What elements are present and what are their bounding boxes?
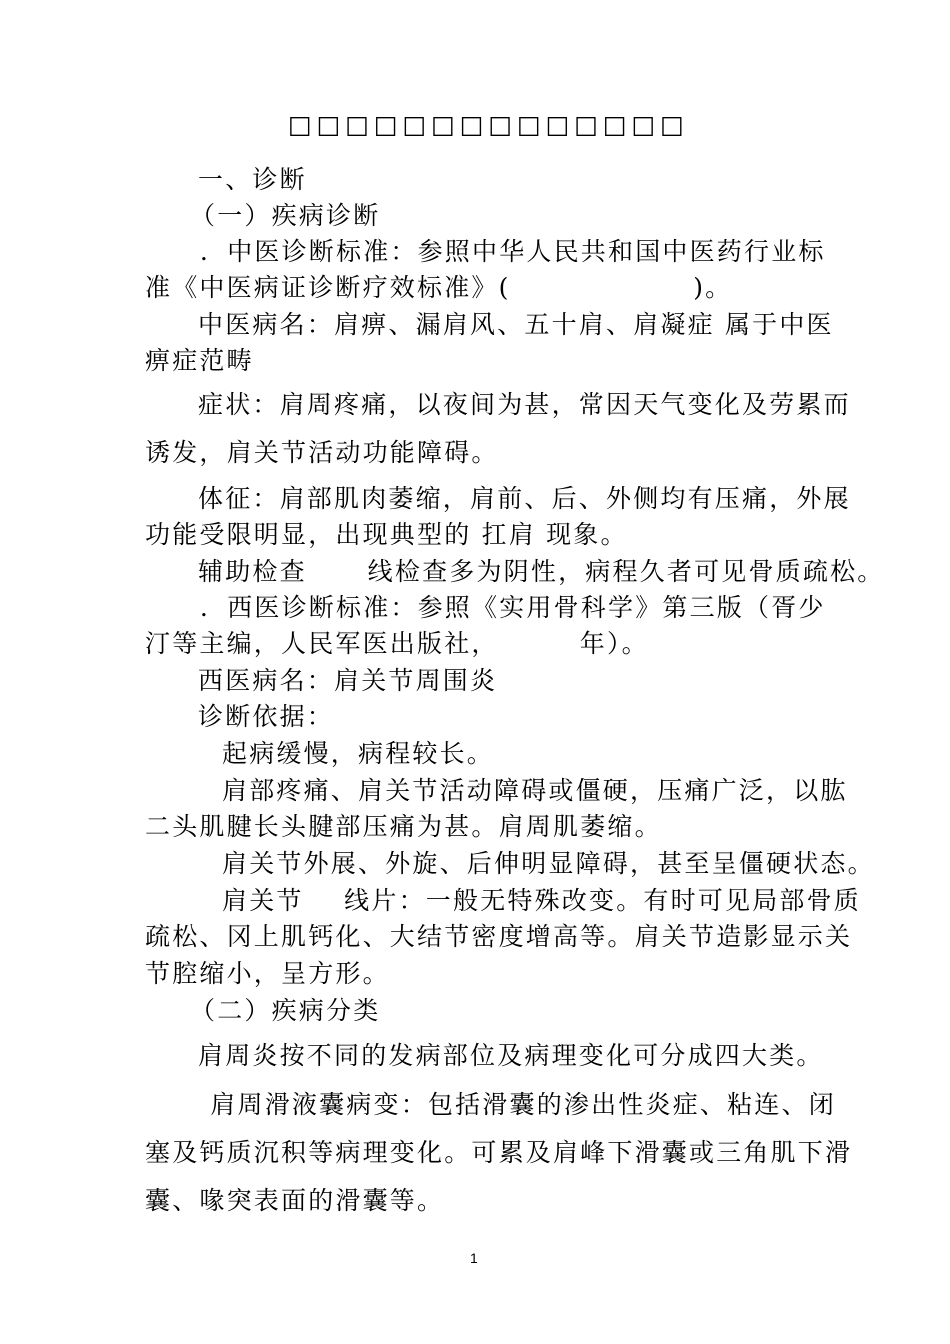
paragraph-line: 疏松、冈上肌钙化、大结节密度增高等。肩关节造影显示关 bbox=[145, 922, 853, 951]
paragraph-line: 二头肌腱长头腱部压痛为甚。肩周肌萎缩。 bbox=[145, 812, 662, 841]
paragraph-line: ．中医诊断标准：参照中华人民共和国中医药行业标 bbox=[200, 237, 826, 266]
paragraph-line: 肩周炎按不同的发病部位及病理变化可分成四大类。 bbox=[198, 1041, 824, 1070]
paragraph-line: 囊、喙突表面的滑囊等。 bbox=[145, 1186, 445, 1215]
paragraph-line: 肩周滑液囊病变：包括滑囊的渗出性炎症、粘连、闭 bbox=[190, 1090, 836, 1119]
paragraph-line: 痹症范畴 bbox=[145, 346, 254, 375]
paragraph-line: 汀等主编，人民军医出版社， 年）。 bbox=[145, 629, 649, 658]
paragraph-line: 症状：肩周疼痛，以夜间为甚，常因天气变化及劳累而 bbox=[198, 390, 851, 419]
paragraph-line: 功能受限明显，出现典型的 扛肩 现象。 bbox=[145, 520, 628, 549]
paragraph-line: 肩关节外展、外旋、后伸明显障碍，甚至呈僵硬状态。 bbox=[222, 849, 875, 878]
paragraph-line: 准《中医病证诊断疗效标准》( )。 bbox=[145, 273, 733, 302]
paragraph-line: 辅助检查 线检查多为阴性，病程久者可见骨质疏松。 bbox=[198, 557, 885, 586]
heading-diagnosis: 一、诊断 bbox=[198, 165, 307, 194]
subheading-disease-classification: （二）疾病分类 bbox=[190, 996, 381, 1025]
paragraph-line: 塞及钙质沉积等病理变化。可累及肩峰下滑囊或三角肌下滑 bbox=[145, 1138, 853, 1167]
document-title: □□□□□□□□□□□□□□ bbox=[288, 110, 689, 139]
paragraph-line: 体征：肩部肌肉萎缩，肩前、后、外侧均有压痛，外展 bbox=[198, 484, 851, 513]
paragraph-line: 中医病名：肩痹、漏肩风、五十肩、肩凝症 属于中医 bbox=[198, 310, 834, 339]
paragraph-line: 起病缓慢，病程较长。 bbox=[222, 739, 495, 768]
paragraph-line: 诊断依据： bbox=[198, 702, 335, 731]
paragraph-line: 肩部疼痛、肩关节活动障碍或僵硬，压痛广泛，以肱 bbox=[222, 776, 848, 805]
paragraph-line: 西医病名：肩关节周围炎 bbox=[198, 666, 498, 695]
paragraph-line: 节腔缩小，呈方形。 bbox=[145, 959, 390, 988]
page-number: 1 bbox=[470, 1250, 478, 1266]
paragraph-line: ．西医诊断标准：参照《实用骨科学》第三版（胥少 bbox=[200, 593, 826, 622]
subheading-disease-diagnosis: （一）疾病诊断 bbox=[190, 201, 381, 230]
paragraph-line: 肩关节 线片：一般无特殊改变。有时可见局部骨质 bbox=[222, 886, 861, 915]
paragraph-line: 诱发，肩关节活动功能障碍。 bbox=[145, 438, 499, 467]
